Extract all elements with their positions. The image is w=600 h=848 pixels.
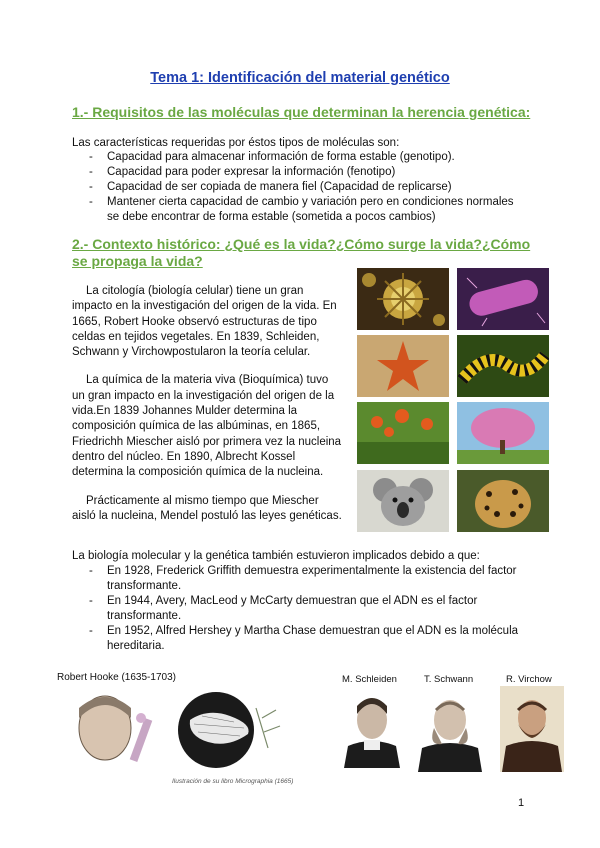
section-1-list (72, 150, 527, 225)
section-2-intro2: La biología molecular y la genética también estuvieron implicados debido a que: (72, 550, 480, 562)
jaguar-photo (457, 470, 549, 532)
virchow-caption: R. Virchow (506, 674, 552, 685)
micrographia-caption: Ilustración de su libro Micrographia (1665) (172, 778, 294, 785)
schwann-caption: T. Schwann (424, 674, 474, 685)
micrographia-illustration (168, 688, 298, 776)
tree-photo (457, 402, 549, 464)
virus-photo (357, 268, 449, 330)
list-item: - En 1952, Alfred Hershey y Martha Chase demuestran que el ADN es la molécula hereditaria. (72, 624, 527, 654)
koala-photo (357, 470, 449, 532)
virchow-portrait (500, 686, 564, 772)
list-item: - En 1928, Frederick Griffith demuestra experimentalmente la existencia del factor transformante. (72, 564, 527, 594)
flowers-photo (357, 402, 449, 464)
section-1-heading: 1.- Requisitos de las moléculas que determinan la herencia genética: (72, 104, 531, 120)
paragraph: La citología (biología celular) tiene un gran impacto en la investigación del origen de la vida. En 1665, Robert Hooke observó estructuras de tipo celdas en tejidos vegetales. En 1839, Schleiden, Schwann y Virchowpostularon la teoría celular. (72, 285, 337, 359)
section-2-list (72, 564, 527, 654)
starfish-photo (357, 335, 449, 397)
paragraph: Prácticamente al mismo tiempo que Miescher aisló la nucleina, Mendel postuló las leyes genéticas. (72, 494, 342, 522)
list-item: - Capacidad de ser copiada de manera fiel (Capacidad de replicarse) (72, 180, 527, 195)
caterpillar-photo (457, 335, 549, 397)
paragraph: La química de la materia viva (Bioquímica) tuvo un gran impacto en la investigación del origen de la vida.En 1839 Johannes Mulder determina la composición química de las albúminas, en 1865, Friedrichh Miescher aisló por primera vez la nucleina dentro del núcleo. En 1890, Albrecht Kossel determina la composición química de la nucleina. (72, 374, 342, 479)
bacteria-photo (457, 268, 549, 330)
hooke-portrait (57, 688, 175, 770)
list-item: - En 1944, Avery, MacLeod y McCarty demuestran que el ADN es el factor transformante. (72, 594, 527, 624)
section-2-text (72, 284, 344, 537)
hooke-caption: Robert Hooke (1635-1703) (57, 672, 176, 683)
schleiden-portrait (340, 688, 404, 768)
list-item: - Mantener cierta capacidad de cambio y variación pero en condiciones normales se debe encontrar de forma estable (sometida a pocos cambios) (72, 195, 527, 225)
section-1-intro: Las características requeridas por éstos tipos de moléculas son: (72, 137, 400, 149)
page-number: 1 (518, 797, 525, 809)
schleiden-caption: M. Schleiden (342, 674, 397, 685)
list-item: - Capacidad para poder expresar la información (fenotipo) (72, 165, 527, 180)
page-title: Tema 1: Identificación del material genético (150, 70, 450, 86)
schwann-portrait (414, 688, 486, 772)
list-item: - Capacidad para almacenar información de forma estable (genotipo). (72, 150, 527, 165)
section-2-heading: 2.- Contexto histórico: ¿Qué es la vida?¿Cómo surge la vida?¿Cómo se propaga la vida? (72, 236, 531, 269)
